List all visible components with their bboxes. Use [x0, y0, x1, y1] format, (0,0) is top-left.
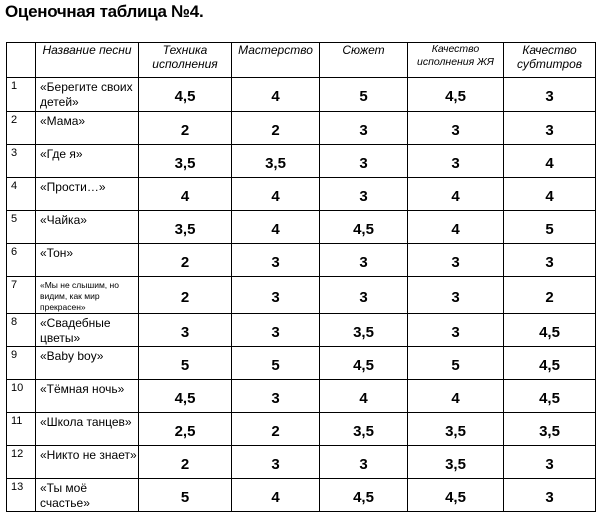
plot-score: 3: [320, 244, 408, 277]
subtitle-quality-score: 3: [504, 244, 596, 277]
row-number: 9: [7, 347, 36, 380]
sign-quality-score: 5: [408, 347, 504, 380]
mastery-score: 3,5: [232, 145, 320, 178]
header-sign-quality: Качество исполнения ЖЯ: [408, 43, 504, 78]
mastery-score: 4: [232, 211, 320, 244]
row-number: 6: [7, 244, 36, 277]
mastery-score: 4: [232, 78, 320, 112]
plot-score: 3: [320, 112, 408, 145]
sign-quality-score: 3: [408, 314, 504, 347]
sign-quality-score: 3: [408, 277, 504, 314]
sign-quality-score: 4: [408, 178, 504, 211]
sign-quality-score: 4: [408, 211, 504, 244]
plot-score: 3: [320, 178, 408, 211]
song-title: «Чайка»: [36, 211, 139, 244]
mastery-score: 3: [232, 380, 320, 413]
technique-score: 4,5: [139, 380, 232, 413]
technique-score: 4: [139, 178, 232, 211]
header-row: [7, 43, 596, 78]
song-title: «Тёмная ночь»: [36, 380, 139, 413]
song-title: «Baby boy»: [36, 347, 139, 380]
sign-quality-score: 3: [408, 112, 504, 145]
technique-score: 3: [139, 314, 232, 347]
rating-table: [6, 42, 596, 512]
header-plot: Сюжет: [320, 43, 408, 78]
mastery-score: 5: [232, 347, 320, 380]
table-row: [7, 112, 596, 145]
row-number: 8: [7, 314, 36, 347]
technique-score: 3,5: [139, 211, 232, 244]
table-row: [7, 347, 596, 380]
table-row: [7, 145, 596, 178]
table-row: [7, 78, 596, 112]
plot-score: 4: [320, 380, 408, 413]
table-row: [7, 244, 596, 277]
song-title: «Берегите своих детей»: [36, 78, 139, 112]
table-row: [7, 380, 596, 413]
subtitle-quality-score: 3,5: [504, 413, 596, 446]
song-title: «Школа танцев»: [36, 413, 139, 446]
technique-score: 4,5: [139, 78, 232, 112]
mastery-score: 3: [232, 244, 320, 277]
song-title: «Ты моё счастье»: [36, 479, 139, 512]
row-number: 12: [7, 446, 36, 479]
plot-score: 3: [320, 145, 408, 178]
plot-score: 3,5: [320, 314, 408, 347]
sign-quality-score: 3: [408, 145, 504, 178]
mastery-score: 4: [232, 479, 320, 512]
song-title: «Никто не знает»: [36, 446, 139, 479]
row-number: 11: [7, 413, 36, 446]
sign-quality-score: 3,5: [408, 413, 504, 446]
technique-score: 2: [139, 112, 232, 145]
song-title: «Где я»: [36, 145, 139, 178]
subtitle-quality-score: 2: [504, 277, 596, 314]
header-technique: Техника исполнения: [139, 43, 232, 78]
sign-quality-score: 3: [408, 244, 504, 277]
mastery-score: 2: [232, 413, 320, 446]
technique-score: 5: [139, 347, 232, 380]
song-title: «Свадебные цветы»: [36, 314, 139, 347]
song-title: «Мы не слышим, но видим, как мир прекрасен»: [36, 277, 139, 314]
header-mastery: Мастерство: [232, 43, 320, 78]
header-subtitle-quality: Качество субтитров: [504, 43, 596, 78]
plot-score: 4,5: [320, 347, 408, 380]
subtitle-quality-score: 4: [504, 178, 596, 211]
technique-score: 2: [139, 446, 232, 479]
plot-score: 3: [320, 446, 408, 479]
row-number: 10: [7, 380, 36, 413]
song-title: «Мама»: [36, 112, 139, 145]
technique-score: 2: [139, 277, 232, 314]
subtitle-quality-score: 4,5: [504, 347, 596, 380]
technique-score: 2,5: [139, 413, 232, 446]
page-title: Оценочная таблица №4.: [5, 2, 204, 21]
mastery-score: 3: [232, 314, 320, 347]
table-row: [7, 277, 596, 314]
mastery-score: 4: [232, 178, 320, 211]
sign-quality-score: 4,5: [408, 78, 504, 112]
subtitle-quality-score: 4: [504, 145, 596, 178]
row-number: 1: [7, 78, 36, 112]
table-row: [7, 446, 596, 479]
technique-score: 2: [139, 244, 232, 277]
row-number: 4: [7, 178, 36, 211]
plot-score: 4,5: [320, 479, 408, 512]
subtitle-quality-score: 3: [504, 78, 596, 112]
subtitle-quality-score: 4,5: [504, 314, 596, 347]
song-title: «Тон»: [36, 244, 139, 277]
mastery-score: 3: [232, 446, 320, 479]
header-song: Название песни: [36, 43, 139, 78]
row-number: 5: [7, 211, 36, 244]
row-number: 2: [7, 112, 36, 145]
song-title: «Прости…»: [36, 178, 139, 211]
plot-score: 3,5: [320, 413, 408, 446]
row-number: 3: [7, 145, 36, 178]
technique-score: 3,5: [139, 145, 232, 178]
plot-score: 5: [320, 78, 408, 112]
table-row: [7, 211, 596, 244]
row-number: 7: [7, 277, 36, 314]
row-number: 13: [7, 479, 36, 512]
subtitle-quality-score: 5: [504, 211, 596, 244]
subtitle-quality-score: 3: [504, 446, 596, 479]
subtitle-quality-score: 3: [504, 112, 596, 145]
mastery-score: 3: [232, 277, 320, 314]
header-num: [7, 43, 36, 78]
plot-score: 4,5: [320, 211, 408, 244]
plot-score: 3: [320, 277, 408, 314]
table-row: [7, 314, 596, 347]
sign-quality-score: 4: [408, 380, 504, 413]
sign-quality-score: 3,5: [408, 446, 504, 479]
table-row: [7, 479, 596, 512]
subtitle-quality-score: 4,5: [504, 380, 596, 413]
table-row: [7, 178, 596, 211]
mastery-score: 2: [232, 112, 320, 145]
subtitle-quality-score: 3: [504, 479, 596, 512]
technique-score: 5: [139, 479, 232, 512]
table-row: [7, 413, 596, 446]
sign-quality-score: 4,5: [408, 479, 504, 512]
